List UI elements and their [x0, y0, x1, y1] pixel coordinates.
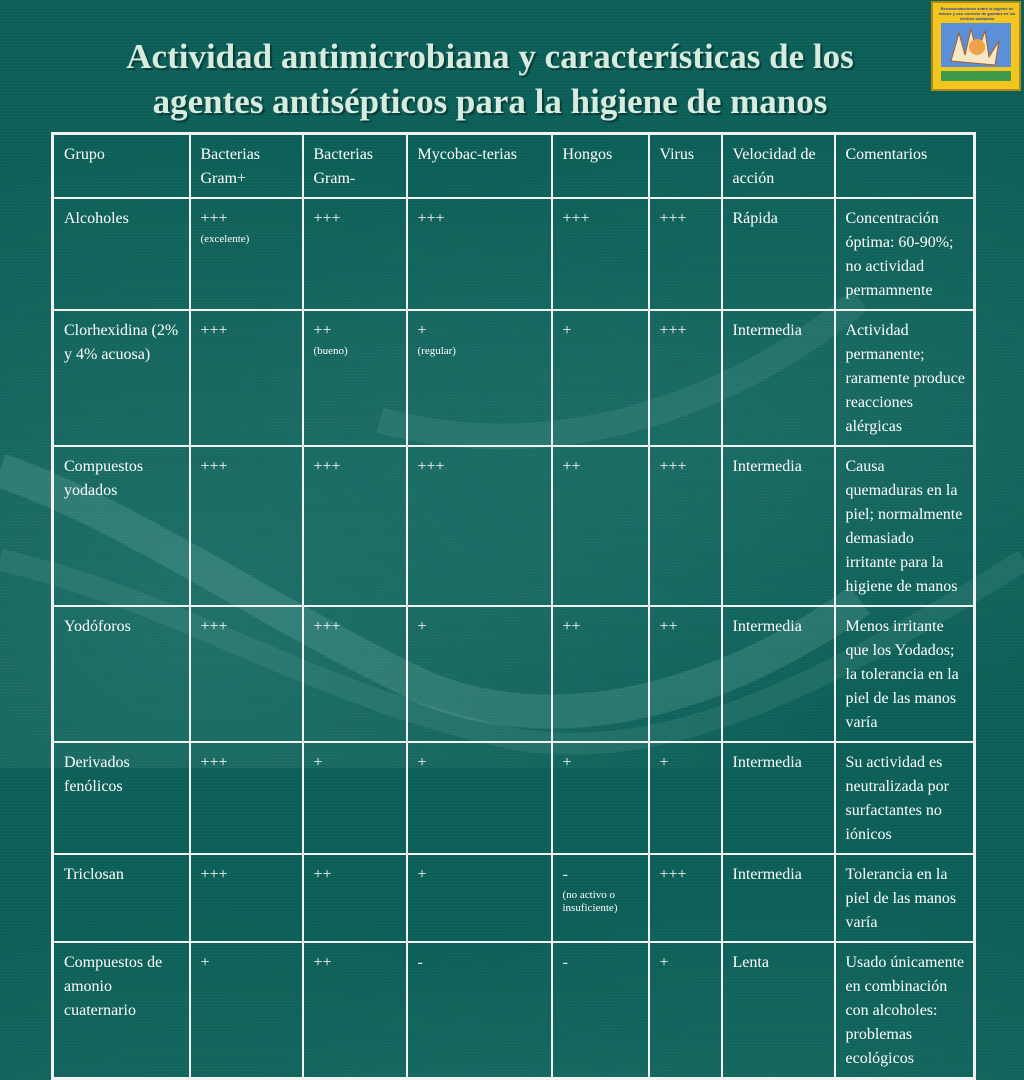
cell-velocidad-value: Intermedia	[732, 322, 802, 339]
cell-comentarios	[835, 446, 975, 606]
cell-velocidad	[722, 854, 835, 942]
cell-virus-value: +++	[659, 210, 687, 227]
cell-hongos	[552, 942, 649, 1079]
cell-velocidad-value: Rápida	[732, 210, 778, 227]
cell-gram-positive	[190, 942, 303, 1079]
cell-virus	[649, 446, 722, 606]
cell-virus	[649, 606, 722, 742]
cell-gram-positive	[190, 742, 303, 854]
cell-gram-positive-value: +++	[200, 458, 228, 475]
cell-comentarios	[835, 854, 975, 942]
table-row	[53, 606, 975, 742]
cell-gram-negative-value: ++	[313, 322, 332, 339]
cell-gram-negative	[303, 446, 407, 606]
cell-grupo-value: Compuestos yodados	[64, 458, 144, 499]
header-hongos: Hongos	[552, 134, 649, 199]
cell-grupo-value: Alcoholes	[64, 210, 129, 227]
cell-gram-positive	[190, 310, 303, 446]
cell-gram-negative	[303, 854, 407, 942]
cell-gram-positive	[190, 606, 303, 742]
cell-gram-negative-value: ++	[313, 866, 332, 883]
cell-gram-positive-value: +++	[200, 754, 228, 771]
cell-comentarios-value: Causa quemaduras en la piel; normalmente demasiado irritante para la higiene de manos	[845, 458, 963, 595]
cell-hongos	[552, 446, 649, 606]
cell-hongos	[552, 606, 649, 742]
cell-mycobacterias-value: +	[417, 866, 427, 883]
slide-title-line-1: Actividad antimicrobiana y características de los	[126, 37, 854, 76]
table-row	[53, 198, 975, 310]
cell-gram-negative	[303, 310, 407, 446]
cell-hongos	[552, 854, 649, 942]
cell-hongos	[552, 198, 649, 310]
slide-title	[60, 34, 920, 124]
cell-hongos	[552, 742, 649, 854]
cell-gram-positive-note: (excelente)	[200, 233, 250, 245]
header-gram-negative: Bacterias Gram-	[303, 134, 407, 199]
cell-grupo	[53, 942, 190, 1079]
cell-velocidad-value: Intermedia	[732, 754, 802, 771]
cell-virus	[649, 854, 722, 942]
cell-grupo-value: Derivados fenólicos	[64, 754, 130, 795]
cell-mycobacterias-value: +	[417, 322, 427, 339]
cell-virus-value: +++	[659, 322, 687, 339]
cell-velocidad	[722, 310, 835, 446]
cell-velocidad-value: Lenta	[732, 954, 769, 971]
cell-grupo-value: Clorhexidina (2% y 4% acuosa)	[64, 322, 179, 363]
cell-virus	[649, 310, 722, 446]
cell-comentarios-value: Tolerancia en la piel de las manos varía	[845, 866, 957, 931]
header-mycobacterias: Mycobac-terias	[407, 134, 552, 199]
table-row	[53, 310, 975, 446]
table-row	[53, 742, 975, 854]
cell-gram-positive	[190, 198, 303, 310]
cell-mycobacterias	[407, 446, 552, 606]
cell-virus-value: +	[659, 954, 669, 971]
cell-gram-positive-value: +	[200, 954, 210, 971]
table-header-row	[53, 134, 975, 199]
campaign-logo	[931, 1, 1021, 91]
cell-mycobacterias	[407, 742, 552, 854]
table-row	[53, 942, 975, 1079]
cell-comentarios-value: Usado únicamente en combinación con alcoholes: problemas ecológicos	[845, 954, 965, 1067]
cell-grupo	[53, 198, 190, 310]
cell-velocidad-value: Intermedia	[732, 866, 802, 883]
cell-gram-negative-note: (bueno)	[313, 345, 348, 357]
cell-comentarios-value: Concentración óptima: 60-90%; no actividad permamnente	[845, 210, 954, 299]
cell-velocidad	[722, 198, 835, 310]
cell-grupo	[53, 742, 190, 854]
cell-gram-negative-value: +	[313, 754, 323, 771]
cell-mycobacterias	[407, 198, 552, 310]
slide-title-line-2: agentes antisépticos para la higiene de manos	[152, 82, 828, 121]
cell-gram-negative	[303, 606, 407, 742]
cell-virus-value: +	[659, 754, 669, 771]
cell-grupo	[53, 446, 190, 606]
cell-virus-value: +++	[659, 866, 687, 883]
cell-velocidad	[722, 446, 835, 606]
cell-comentarios-value: Menos irritante que los Yodados; la tolerancia en la piel de las manos varía	[845, 618, 959, 731]
cell-comentarios	[835, 942, 975, 1079]
cell-virus	[649, 942, 722, 1079]
cell-velocidad	[722, 606, 835, 742]
header-grupo: Grupo	[53, 134, 190, 199]
cell-gram-negative	[303, 942, 407, 1079]
cell-gram-negative-value: +++	[313, 210, 341, 227]
header-comentarios: Comentarios	[835, 134, 975, 199]
cell-gram-positive-value: +++	[200, 322, 228, 339]
cell-velocidad-value: Intermedia	[732, 458, 802, 475]
cell-hongos-value: -	[562, 954, 568, 971]
header-velocidad: Velocidad de acción	[722, 134, 835, 199]
header-virus: Virus	[649, 134, 722, 199]
cell-grupo	[53, 310, 190, 446]
cell-gram-positive-value: +++	[200, 866, 228, 883]
cell-mycobacterias-note: (regular)	[417, 345, 456, 357]
cell-grupo	[53, 854, 190, 942]
cell-hongos-value: +++	[562, 210, 590, 227]
cell-hongos-note: (no activo o insuficiente)	[562, 889, 618, 914]
cell-gram-positive-value: +++	[200, 210, 228, 227]
header-gram-positive: Bacterias Gram+	[190, 134, 303, 199]
cell-hongos	[552, 310, 649, 446]
cell-grupo-value: Triclosan	[64, 866, 124, 883]
cell-grupo-value: Compuestos de amonio cuaternario	[64, 954, 163, 1019]
cell-mycobacterias	[407, 606, 552, 742]
cell-comentarios	[835, 606, 975, 742]
cell-comentarios	[835, 198, 975, 310]
cell-gram-positive	[190, 854, 303, 942]
cell-comentarios	[835, 310, 975, 446]
cell-mycobacterias-value: +++	[417, 210, 445, 227]
cell-velocidad	[722, 742, 835, 854]
cell-gram-positive-value: +++	[200, 618, 228, 635]
cell-mycobacterias-value: +++	[417, 458, 445, 475]
logo-text: Recomendaciones sobre la higiene de manos y uso correcto de guantes en los centros sanitarios	[938, 6, 1016, 21]
table-row	[53, 854, 975, 942]
cell-gram-negative	[303, 742, 407, 854]
cell-gram-negative-value: +++	[313, 458, 341, 475]
cell-velocidad	[722, 942, 835, 1079]
cell-hongos-value: +	[562, 754, 572, 771]
cell-hongos-value: +	[562, 322, 572, 339]
cell-mycobacterias-value: -	[417, 954, 423, 971]
cell-gram-positive	[190, 446, 303, 606]
cell-grupo	[53, 606, 190, 742]
cell-virus	[649, 742, 722, 854]
cell-hongos-value: -	[562, 866, 568, 883]
cell-mycobacterias	[407, 310, 552, 446]
table-row	[53, 446, 975, 606]
cell-comentarios-value: Actividad permanente; raramente produce reacciones alérgicas	[845, 322, 965, 435]
cell-virus	[649, 198, 722, 310]
cell-mycobacterias-value: +	[417, 754, 427, 771]
cell-grupo-value: Yodóforos	[64, 618, 131, 635]
cell-comentarios	[835, 742, 975, 854]
cell-mycobacterias	[407, 854, 552, 942]
cell-velocidad-value: Intermedia	[732, 618, 802, 635]
cell-virus-value: ++	[659, 618, 678, 635]
cell-hongos-value: ++	[562, 458, 581, 475]
cell-hongos-value: ++	[562, 618, 581, 635]
cell-comentarios-value: Su actividad es neutralizada por surfactantes no iónicos	[845, 754, 949, 843]
cell-mycobacterias	[407, 942, 552, 1079]
cell-gram-negative-value: ++	[313, 954, 332, 971]
cell-gram-negative-value: +++	[313, 618, 341, 635]
cell-gram-negative	[303, 198, 407, 310]
cell-mycobacterias-value: +	[417, 618, 427, 635]
antiseptic-table	[51, 132, 976, 1080]
cell-virus-value: +++	[659, 458, 687, 475]
